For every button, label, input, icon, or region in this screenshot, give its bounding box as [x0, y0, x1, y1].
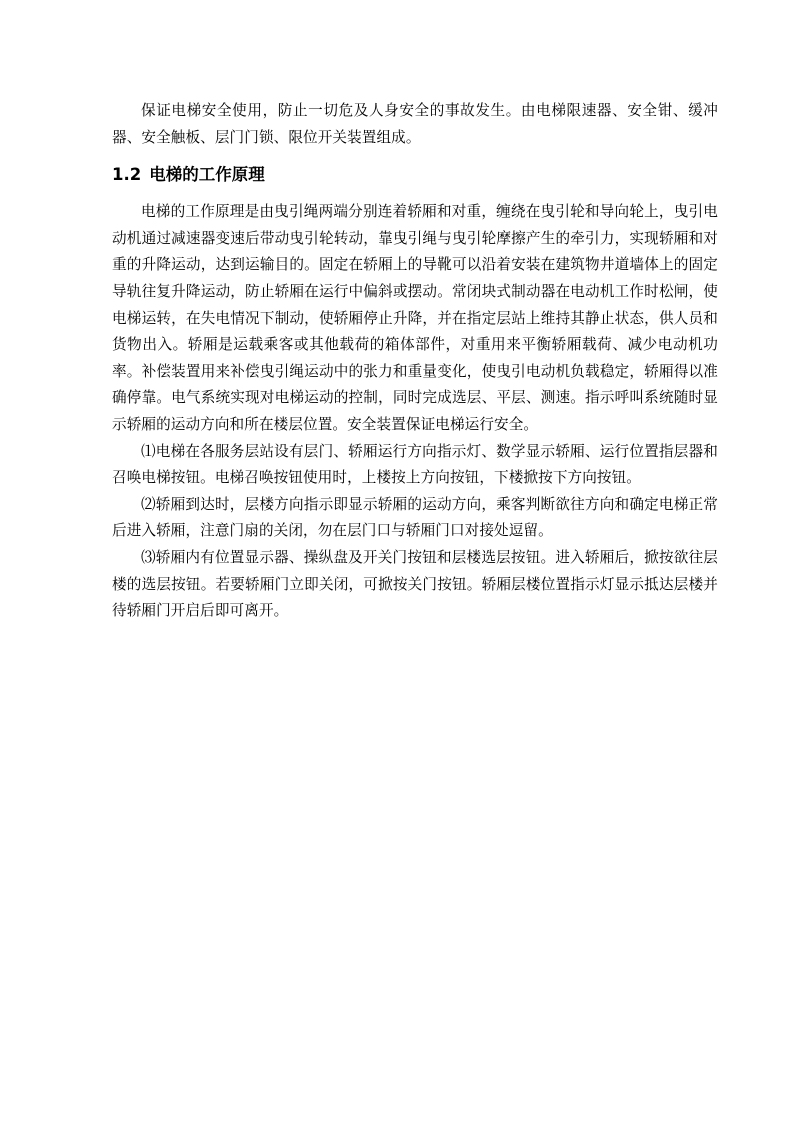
- list-item-3: ⑶轿厢内有位置显示器、操纵盘及开关门按钮和层楼选层按钮。进入轿厢后，掀按欲往层楼的选层按钮。若要轿厢门立即关闭，可掀按关门按钮。轿厢层楼位置指示灯显示抵达层楼并待轿厢门开启后即可离开。: [112, 548, 718, 620]
- principle-paragraph: 电梯的工作原理是由曳引绳两端分别连着轿厢和对重，缠绕在曳引轮和导向轮上，曳引电动机通过减速器变速后带动曳引轮转动，靠曳引绳与曳引轮摩擦产生的牵引力，实现轿厢和对重的升降运动，达到运输目的。固定在轿厢上的导靴可以沿着安装在建筑物井道墙体上的固定导轨往复升降运动，防止轿厢在运行中偏斜或摆动。常闭块式制动器在电动机工作时松闸，使电梯运转，在失电情况下制动，使轿厢停止升降，并在指定层站上维持其静止状态，供人员和货物出入。轿厢是运载乘客或其他载荷的箱体部件，对重用来平衡轿厢载荷、减少电动机功率。补偿装置用来补偿曳引绳运动中的张力和重量变化，使曳引电动机负载稳定，轿厢得以准确停靠。电气系统实现对电梯运动的控制，同时完成选层、平层、测速。指示呼叫系统随时显示轿厢的运动方向和所在楼层位置。安全装置保证电梯运行安全。: [112, 203, 718, 433]
- document-page: [112, 98, 718, 625]
- list-item-2: ⑵轿厢到达时，层楼方向指示即显示轿厢的运动方向，乘客判断欲往方向和确定电梯正常后进入轿厢，注意门扇的关闭，勿在层门口与轿厢门口对接处逗留。: [112, 495, 718, 540]
- section-title: 电梯的工作原理: [149, 165, 265, 185]
- intro-paragraph: 保证电梯安全使用，防止一切危及人身安全的事故发生。由电梯限速器、安全钳、缓冲器、安全触板、层门门锁、限位开关装置组成。: [112, 102, 718, 146]
- section-number: 1.2: [112, 165, 142, 185]
- section-heading: [112, 151, 718, 199]
- list-item-1: ⑴电梯在各服务层站设有层门、轿厢运行方向指示灯、数学显示轿厢、运行位置指层器和召唤电梯按钮。电梯召唤按钮使用时，上楼按上方向按钮，下楼掀按下方向按钮。: [112, 442, 718, 487]
